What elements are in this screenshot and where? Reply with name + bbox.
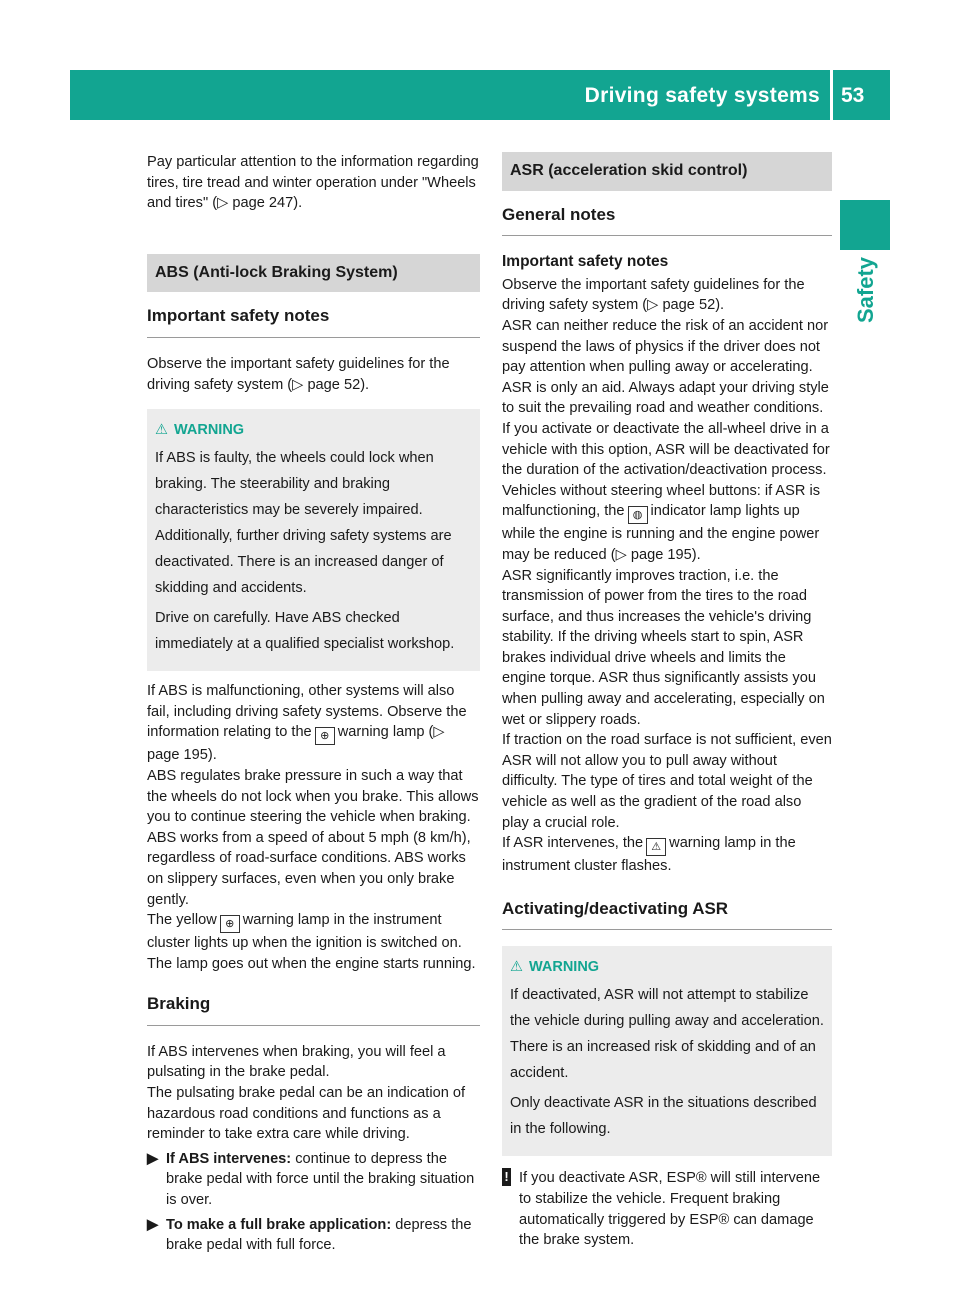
asr-awd-paragraph: If you activate or deactivate the all-wheel drive in a vehicle with this option, ASR will be deactivated for the duration of the activation/deactivation process. [502,420,830,479]
asr-warning-text-2: Only deactivate ASR in the situations described in the following. [510,1095,817,1138]
asr-note: ! If you deactivate ASR, ESP® will still intervene to stabilize the vehicle. Frequent braking automatically triggered by ESP® can damage the brake system. [502,1168,832,1250]
right-column [502,152,832,1251]
abs-observe-paragraph: Observe the important safety guidelines for the driving safety system (▷ page 52). [147,355,450,393]
bullet-arrow-icon: ▶ [147,1150,159,1167]
side-tab [835,256,895,345]
warning-triangle-icon: ⚠ [155,422,168,439]
asr-section-title: ASR (acceleration skid control) [502,152,832,191]
note-exclamation-icon: ! [502,1168,511,1186]
asr-insufficient-paragraph: If traction on the road surface is not sufficient, even ASR will not allow you to pull away without difficulty. The type of tires and total weight of the vehicle as well as the gradient of the road also play a crucial role. [502,732,832,831]
abs-warning-icon: ⊕ [315,727,335,745]
header-title: Driving safety systems [584,84,820,107]
abs-yellow-paragraph: The yellow ⊕ warning lamp in the instrument cluster lights up when the ignition is switched on. The lamp goes out when the engine starts running. [147,912,476,972]
braking-subhead: Braking [147,994,480,1026]
abs-warning-title: ⚠ WARNING [155,422,245,439]
skid-warning-icon: ⚠ [646,838,666,856]
abs-speed-paragraph: ABS works from a speed of about 5 mph (8 km/h), regardless of road-surface conditions. ABS works on slippery surfaces, even when you only brake gently. [147,829,471,908]
bullet-abs-intervenes: ▶ If ABS intervenes: continue to depress the brake pedal with force until the braking situation is over. [147,1150,475,1209]
page-number: 53 [841,84,865,107]
side-tab-marker [840,200,890,250]
bullet-arrow-icon: ▶ [147,1216,159,1233]
left-column [147,152,480,1256]
asr-observe-paragraph: Observe the important safety guidelines for the driving safety system (▷ page 52). [502,276,805,314]
warning-triangle-icon: ⚠ [510,959,523,976]
asr-warning-text-1: If deactivated, ASR will not attempt to stabilize the vehicle during pulling away and acceleration. There is an increased risk of skidding and of an accident. [510,987,824,1082]
abs-warning-text-1: If ABS is faulty, the wheels could lock when braking. The steerability and braking characteristics may be severely impaired. Additionally, further driving safety systems are deactivated. There is an increased danger of skidding and accidents. [155,450,452,597]
intro-paragraph: Pay particular attention to the information regarding tires, tire tread and winter operation under "Wheels and tires" (▷ page 247). [147,154,479,212]
abs-malfunction-paragraph: If ABS is malfunctioning, other systems will also fail, including driving safety systems. Observe the information relating to the ⊕ warning lamp (▷ page 195). [147,683,467,764]
abs-regulates-paragraph: ABS regulates brake pressure in such a way that the wheels do not lock when you brake. This allows you to continue steering the vehicle when braking. [147,767,479,826]
braking-paragraph-1: If ABS intervenes when braking, you will feel a pulsating in the brake pedal. [147,1043,446,1081]
asr-vehicles-paragraph: Vehicles without steering wheel buttons: if ASR is malfunctioning, the ◍ indicator lamp lights up while the engine is running and the engine power may be reduced (▷ page 195). [502,482,820,563]
braking-paragraph-2: The pulsating brake pedal can be an indication of hazardous road conditions and functions as a reminder to take extra care while driving. [147,1085,466,1143]
asr-warning-title: ⚠ WARNING [510,959,600,976]
asr-indicator-icon: ◍ [628,506,648,524]
header-bar [70,70,890,120]
abs-subhead: Important safety notes [147,306,480,338]
header-divider [830,70,833,120]
abs-warning-icon: ⊕ [220,915,240,933]
abs-warning-box [147,409,480,671]
side-tab-label: Safety [853,256,878,323]
asr-intervenes-paragraph: If ASR intervenes, the ⚠ warning lamp in the instrument cluster flashes. [502,835,796,875]
bullet-full-brake: ▶ To make a full brake application: depress the brake pedal with full force. [147,1216,472,1254]
asr-safety-heading: Important safety notes [502,253,669,271]
asr-traction-paragraph: ASR significantly improves traction, i.e. the transmission of power from the tires to the road surface, and thus increases the vehicle's driving stability. If the driving wheels start to spin, ASR brakes individual drive wheels and limits the engine torque. ASR thus significantly assists you when pulling away and accelerating, especially on wet or slippery roads. [502,567,825,728]
activating-heading: Activating/deactivating ASR [502,899,832,931]
abs-warning-text-2: Drive on carefully. Have ABS checked immediately at a qualified specialist workshop. [155,610,455,653]
asr-neither-paragraph: ASR can neither reduce the risk of an accident nor suspend the laws of physics if the driver does not pay attention when pulling away or accelerating. ASR is only an aid. Always adapt your driving style to suit the prevailing road and weather conditions. [502,317,829,417]
asr-warning-box [502,946,832,1156]
general-notes-heading: General notes [502,205,832,237]
abs-section-title: ABS (Anti-lock Braking System) [147,254,480,293]
